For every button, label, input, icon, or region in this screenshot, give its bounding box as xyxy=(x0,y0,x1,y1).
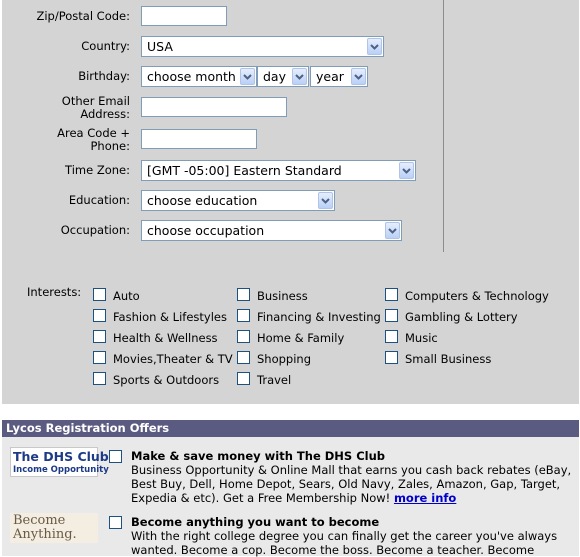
country-label: Country: xyxy=(81,39,130,53)
chevron-down-icon[interactable] xyxy=(292,68,307,85)
interest-business-label: Business xyxy=(257,289,308,303)
interest-music-label: Music xyxy=(405,331,438,345)
interest-movies-checkbox[interactable] xyxy=(93,351,106,364)
birthday-year-value: year xyxy=(316,69,344,84)
chevron-down-icon[interactable] xyxy=(399,162,414,179)
phone-label-line1: Area Code + xyxy=(57,126,130,140)
other-email-label-line1: Other Email xyxy=(61,94,130,108)
birthday-month-select[interactable] xyxy=(141,66,257,87)
interest-gambling-label: Gambling & Lottery xyxy=(405,310,518,324)
birthday-year-select[interactable] xyxy=(310,66,368,87)
offers-section-header: Lycos Registration Offers xyxy=(2,420,579,437)
interest-sports-label: Sports & Outdoors xyxy=(113,373,220,387)
interest-movies-label: Movies,Theater & TV xyxy=(113,352,233,366)
offer-become-title: Become anything you want to become xyxy=(131,515,380,529)
phone-input[interactable] xyxy=(141,129,257,149)
interest-financing-label: Financing & Investing xyxy=(257,310,381,324)
offer-dhs-desc-line3: Expedia & etc). Get a Free Membership Now! xyxy=(131,491,394,505)
become-logo-line1: Become xyxy=(13,513,66,528)
occupation-value: choose occupation xyxy=(147,223,265,238)
become-anything-logo xyxy=(10,513,98,543)
chevron-down-icon[interactable] xyxy=(318,192,333,209)
offer-become-description xyxy=(131,529,576,557)
education-label: Education: xyxy=(68,193,130,207)
other-email-input[interactable] xyxy=(141,97,287,117)
occupation-label: Occupation: xyxy=(60,223,130,237)
other-email-label-line2: Address: xyxy=(80,107,130,121)
interest-gambling-checkbox[interactable] xyxy=(385,309,398,322)
country-select-value: USA xyxy=(147,39,173,54)
offer-dhs-desc-line3-wrap xyxy=(131,491,576,505)
interest-computers-checkbox[interactable] xyxy=(385,288,398,301)
interest-auto-checkbox[interactable] xyxy=(93,288,106,301)
chevron-down-icon[interactable] xyxy=(351,68,366,85)
birthday-label: Birthday: xyxy=(78,69,130,83)
occupation-select[interactable] xyxy=(141,220,402,241)
timezone-label: Time Zone: xyxy=(65,163,130,177)
interest-financing-checkbox[interactable] xyxy=(237,309,250,322)
interest-auto-label: Auto xyxy=(113,289,140,303)
dhs-club-logo xyxy=(10,447,109,477)
zip-label: Zip/Postal Code: xyxy=(36,9,130,23)
interest-travel-label: Travel xyxy=(257,373,292,387)
education-value: choose education xyxy=(147,193,258,208)
chevron-down-icon[interactable] xyxy=(240,68,255,85)
birthday-day-value: day xyxy=(263,69,286,84)
birthday-month-value: choose month xyxy=(147,69,236,84)
chevron-down-icon[interactable] xyxy=(367,38,382,55)
interest-travel-checkbox[interactable] xyxy=(237,372,250,385)
interest-music-checkbox[interactable] xyxy=(385,330,398,343)
dhs-logo-subtitle: Income Opportunity xyxy=(13,465,109,475)
offer-become-checkbox[interactable] xyxy=(109,516,122,529)
interest-shopping-checkbox[interactable] xyxy=(237,351,250,364)
timezone-value: [GMT -05:00] Eastern Standard xyxy=(147,163,342,178)
zip-input[interactable] xyxy=(141,6,227,26)
interest-computers-label: Computers & Technology xyxy=(405,289,549,303)
chevron-down-icon[interactable] xyxy=(385,222,400,239)
timezone-select[interactable] xyxy=(141,160,416,181)
offer-dhs-desc-line2: Best Buy, Dell, Home Depot, Sears, Old Navy, Zales, Amazon, Gap, Target, xyxy=(131,477,561,491)
interest-sports-checkbox[interactable] xyxy=(93,372,106,385)
interest-business-checkbox[interactable] xyxy=(237,288,250,301)
interest-fashion-checkbox[interactable] xyxy=(93,309,106,322)
education-select[interactable] xyxy=(141,190,335,211)
interests-label: Interests: xyxy=(27,285,82,299)
interest-small-business-label: Small Business xyxy=(405,352,492,366)
offer-become-desc-line2: wanted. Become a cop. Become the boss. Become a teacher. Become xyxy=(131,543,535,557)
interest-home-checkbox[interactable] xyxy=(237,330,250,343)
more-info-link[interactable]: more info xyxy=(393,491,457,505)
offer-dhs-checkbox[interactable] xyxy=(109,450,122,463)
vertical-divider xyxy=(443,0,444,252)
interest-shopping-label: Shopping xyxy=(257,352,312,366)
offer-become-desc-line1: With the right college degree you can finally get the career you've always xyxy=(131,529,558,543)
offer-dhs-description xyxy=(131,463,576,505)
interest-health-label: Health & Wellness xyxy=(113,331,218,345)
interest-health-checkbox[interactable] xyxy=(93,330,106,343)
offer-dhs-desc-line1: Business Opportunity & Online Mall that earns you cash back rebates (eBay, xyxy=(131,463,572,477)
offer-dhs-title: Make & save money with The DHS Club xyxy=(131,449,385,463)
interest-fashion-label: Fashion & Lifestyles xyxy=(113,310,227,324)
interest-small-business-checkbox[interactable] xyxy=(385,351,398,364)
interest-home-label: Home & Family xyxy=(257,331,345,345)
country-select[interactable] xyxy=(141,36,384,57)
dhs-logo-title: The DHS Club xyxy=(13,449,109,464)
become-logo-line2: Anything. xyxy=(13,527,77,542)
phone-label-line2: Phone: xyxy=(90,139,130,153)
birthday-day-select[interactable] xyxy=(257,66,309,87)
